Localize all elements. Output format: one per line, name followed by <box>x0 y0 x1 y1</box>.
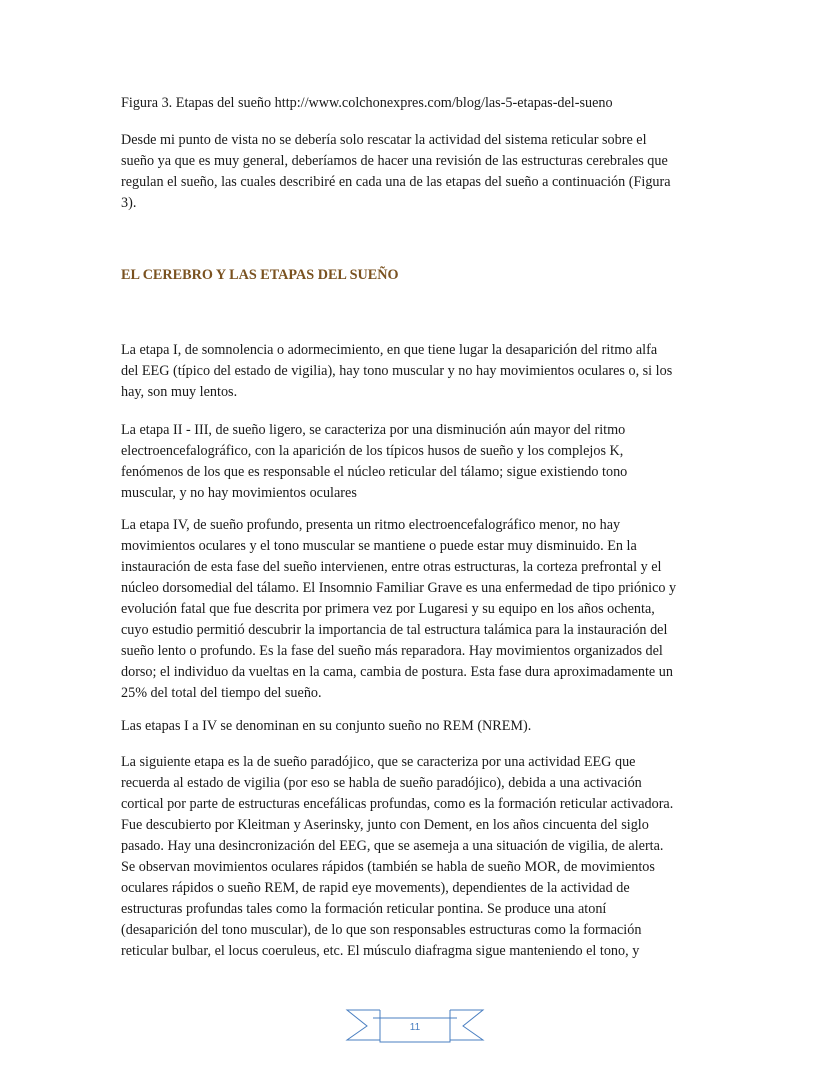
rem-line: cortical por parte de estructuras encefálicas profundas, como es la formación reticular activadora. <box>121 796 674 812</box>
stage-4-line: 25% del total del tiempo del sueño. <box>121 685 322 701</box>
rem-line: recuerda al estado de vigilia (por eso se habla de sueño paradójico), debida a una activación <box>121 775 642 791</box>
stage-2-3-line: La etapa II - III, de sueño ligero, se caracteriza por una disminución aún mayor del ritmo <box>121 422 626 438</box>
rem-line: oculares rápidos o sueño REM, de rapid eye movements), dependientes de la actividad de <box>121 880 630 896</box>
stage-1-paragraph <box>121 340 711 403</box>
stage-1-line: La etapa I, de somnolencia o adormecimiento, en que tiene lugar la desaparición del ritmo alfa <box>121 342 658 358</box>
stage-4-line: núcleo dorsomedial del tálamo. El Insomnio Familiar Grave es una enfermedad de tipo priónico y <box>121 580 677 596</box>
page-number: 11 <box>409 1022 421 1033</box>
stage-1-line: hay, son muy lentos. <box>121 384 238 400</box>
stage-4-line: evolución fatal que fue descrita por primera vez por Lugaresi y su equipo en los años ochenta, <box>121 601 655 617</box>
section-heading: EL CEREBRO Y LAS ETAPAS DEL SUEÑO <box>121 267 399 283</box>
stage-2-3-line: electroencefalográfico, con la aparición de los típicos husos de sueño y los complejos K, <box>121 443 624 459</box>
intro-line: regulan el sueño, las cuales describiré en cada una de las etapas del sueño a continuación (Figura <box>121 174 671 190</box>
stage-2-3-paragraph <box>121 420 711 504</box>
rem-line: estructuras profundas tales como la formación reticular pontina. Se produce una atoní <box>121 901 607 917</box>
intro-paragraph <box>121 130 711 214</box>
caption-line: Figura 3. Etapas del sueño http://www.colchonexpres.com/blog/las-5-etapas-del-sueno <box>121 95 613 111</box>
stage-4-line: instauración de esta fase del sueño intervienen, entre otras estructuras, la corteza prefrontal y el <box>121 559 662 575</box>
page-footer <box>345 1000 485 1044</box>
nrem-paragraph <box>121 716 711 737</box>
rem-line: La siguiente etapa es la de sueño paradójico, que se caracteriza por una actividad EEG que <box>121 754 636 770</box>
rem-paragraph <box>121 752 711 962</box>
stage-4-line: cuyo estudio permitió descubrir la importancia de tal estructura talámica para la instauración del <box>121 622 668 638</box>
rem-line: (desaparición del tono muscular), de lo que son responsables estructuras como la formación <box>121 922 642 938</box>
intro-line: sueño ya que es muy general, deberíamos de hacer una revisión de las estructuras cerebrales que <box>121 153 668 169</box>
stage-2-3-line: muscular, y no hay movimientos oculares <box>121 485 357 501</box>
stage-4-line: dorso; el individuo da vueltas en la cama, cambia de postura. Esta fase dura aproximadamente un <box>121 664 673 680</box>
rem-line: Fue descubierto por Kleitman y Aserinsky, junto con Dement, en los años cincuenta del siglo <box>121 817 649 833</box>
intro-line: Desde mi punto de vista no se debería solo rescatar la actividad del sistema reticular sobre el <box>121 132 647 148</box>
rem-line: pasado. Hay una desincronización del EEG, que se asemeja a una situación de vigilia, de alerta. <box>121 838 664 854</box>
nrem-line: Las etapas I a IV se denominan en su conjunto sueño no REM (NREM). <box>121 718 532 734</box>
stage-4-paragraph <box>121 515 711 704</box>
stage-4-line: La etapa IV, de sueño profundo, presenta un ritmo electroencefalográfico menor, no hay <box>121 517 621 533</box>
figure-caption <box>121 93 711 114</box>
stage-4-line: movimientos oculares y el tono muscular se mantiene o puede estar muy disminuido. En la <box>121 538 637 554</box>
rem-line: reticular bulbar, el locus coeruleus, etc. El músculo diafragma sigue manteniendo el tono, y <box>121 943 640 959</box>
stage-4-line: sueño lento o profundo. Es la fase del sueño más reparadora. Hay movimientos organizados del <box>121 643 663 659</box>
stage-1-line: del EEG (típico del estado de vigilia), hay tono muscular y no hay movimientos oculares o, si los <box>121 363 673 379</box>
intro-line: 3). <box>121 195 137 211</box>
rem-line: Se observan movimientos oculares rápidos (también se habla de sueño MOR, de movimientos <box>121 859 655 875</box>
stage-2-3-line: fenómenos de los que es responsable el núcleo reticular del tálamo; sigue existiendo tono <box>121 464 628 480</box>
